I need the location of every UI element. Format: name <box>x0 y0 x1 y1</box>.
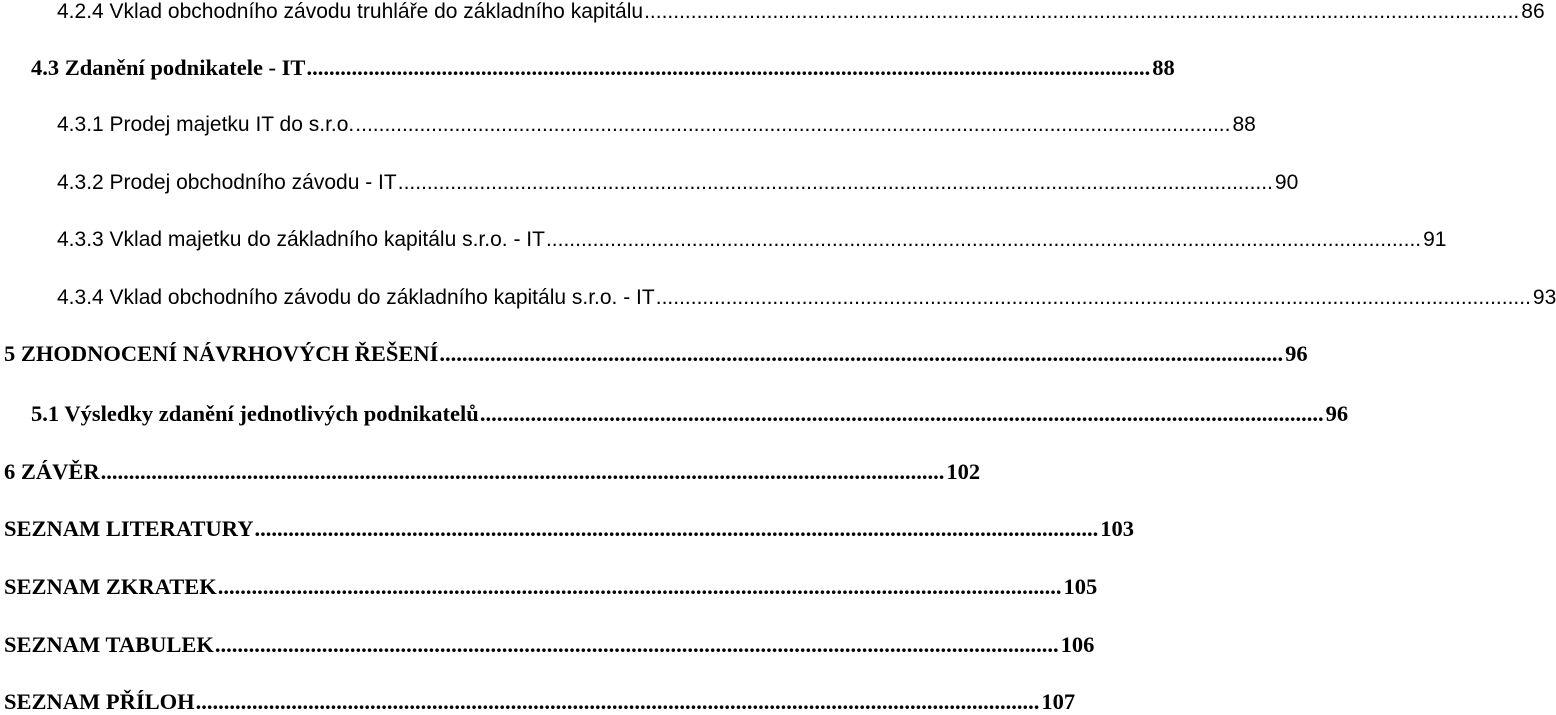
toc-entry-page: 86 <box>1521 0 1545 23</box>
toc-entry-title: 4.3.2 Prodej obchodního závodu - IT <box>57 171 397 194</box>
toc-entry[interactable] <box>4 632 1095 658</box>
toc-entry-page: 88 <box>1232 113 1256 136</box>
toc-entry-page: 103 <box>1100 516 1134 541</box>
toc-entry-title: 4.3.3 Vklad majetku do základního kapitálu s.r.o. - IT <box>57 228 545 251</box>
toc-entry[interactable] <box>4 574 1098 600</box>
dot-leader: ...................................................................................................................................................... <box>100 459 945 484</box>
toc-entry-title: 6 ZÁVĚR <box>4 459 100 484</box>
toc-entry-title: 5 ZHODNOCENÍ NÁVRHOVÝCH ŘEŠENÍ <box>4 341 439 366</box>
toc-entry-page: 106 <box>1060 632 1095 657</box>
toc-entry-page: 90 <box>1274 171 1299 194</box>
dot-leader: ...................................................................................................................................................... <box>644 0 1520 23</box>
dot-leader: ...................................................................................................................................................... <box>254 516 1099 541</box>
toc-entry[interactable] <box>57 286 1556 310</box>
toc-entry[interactable] <box>31 401 1349 427</box>
toc-entry[interactable] <box>57 0 1545 24</box>
toc-entry-title: SEZNAM LITERATURY <box>4 516 254 541</box>
toc-entry-title: 4.3.4 Vklad obchodního závodu do základního kapitálu s.r.o. - IT <box>57 286 655 309</box>
toc-entry[interactable] <box>4 459 981 485</box>
toc-entry-page: 88 <box>1152 55 1175 80</box>
toc-entry-page: 91 <box>1423 228 1447 251</box>
dot-leader: ...................................................................................................................................................... <box>397 171 1273 194</box>
dot-leader: ...................................................................................................................................................... <box>214 632 1059 657</box>
toc-entry-page: 105 <box>1063 574 1098 599</box>
dot-leader: ...................................................................................................................................................... <box>479 401 1324 426</box>
toc-entry-title: 5.1 Výsledky zdanění jednotlivých podnikatelů <box>31 401 479 426</box>
dot-leader: ...................................................................................................................................................... <box>655 286 1531 309</box>
toc-entry-page: 96 <box>1285 341 1308 366</box>
toc-entry[interactable] <box>4 341 1308 367</box>
toc-entry-page: 107 <box>1041 689 1076 714</box>
toc-entry-title: SEZNAM PŘÍLOH <box>4 689 195 714</box>
dot-leader: ...................................................................................................................................................... <box>545 228 1422 251</box>
toc-entry-title: 4.3.1 Prodej majetku IT do s.r.o. <box>57 113 355 136</box>
toc-entry-title: 4.3 Zdanění podnikatele - IT <box>31 55 306 80</box>
toc-entry-title: 4.2.4 Vklad obchodního závodu truhláře do základního kapitálu <box>57 0 644 23</box>
dot-leader: ...................................................................................................................................................... <box>217 574 1062 599</box>
dot-leader: ...................................................................................................................................................... <box>355 113 1231 136</box>
toc-entry-page: 93 <box>1532 286 1556 309</box>
toc-entry-title: SEZNAM TABULEK <box>4 632 214 657</box>
toc-entry-title: SEZNAM ZKRATEK <box>4 574 217 599</box>
toc-entry-page: 96 <box>1325 401 1349 426</box>
toc-entry-page: 102 <box>946 459 981 484</box>
toc-entry[interactable] <box>31 55 1175 81</box>
dot-leader: ...................................................................................................................................................... <box>195 689 1040 714</box>
dot-leader: ...................................................................................................................................................... <box>306 55 1151 80</box>
toc-entry[interactable] <box>57 113 1256 137</box>
toc-entry[interactable] <box>57 228 1447 252</box>
toc-entry[interactable] <box>4 516 1134 542</box>
toc-entry[interactable] <box>4 689 1076 715</box>
toc-entry[interactable] <box>57 171 1299 195</box>
dot-leader: ...................................................................................................................................................... <box>439 341 1284 366</box>
